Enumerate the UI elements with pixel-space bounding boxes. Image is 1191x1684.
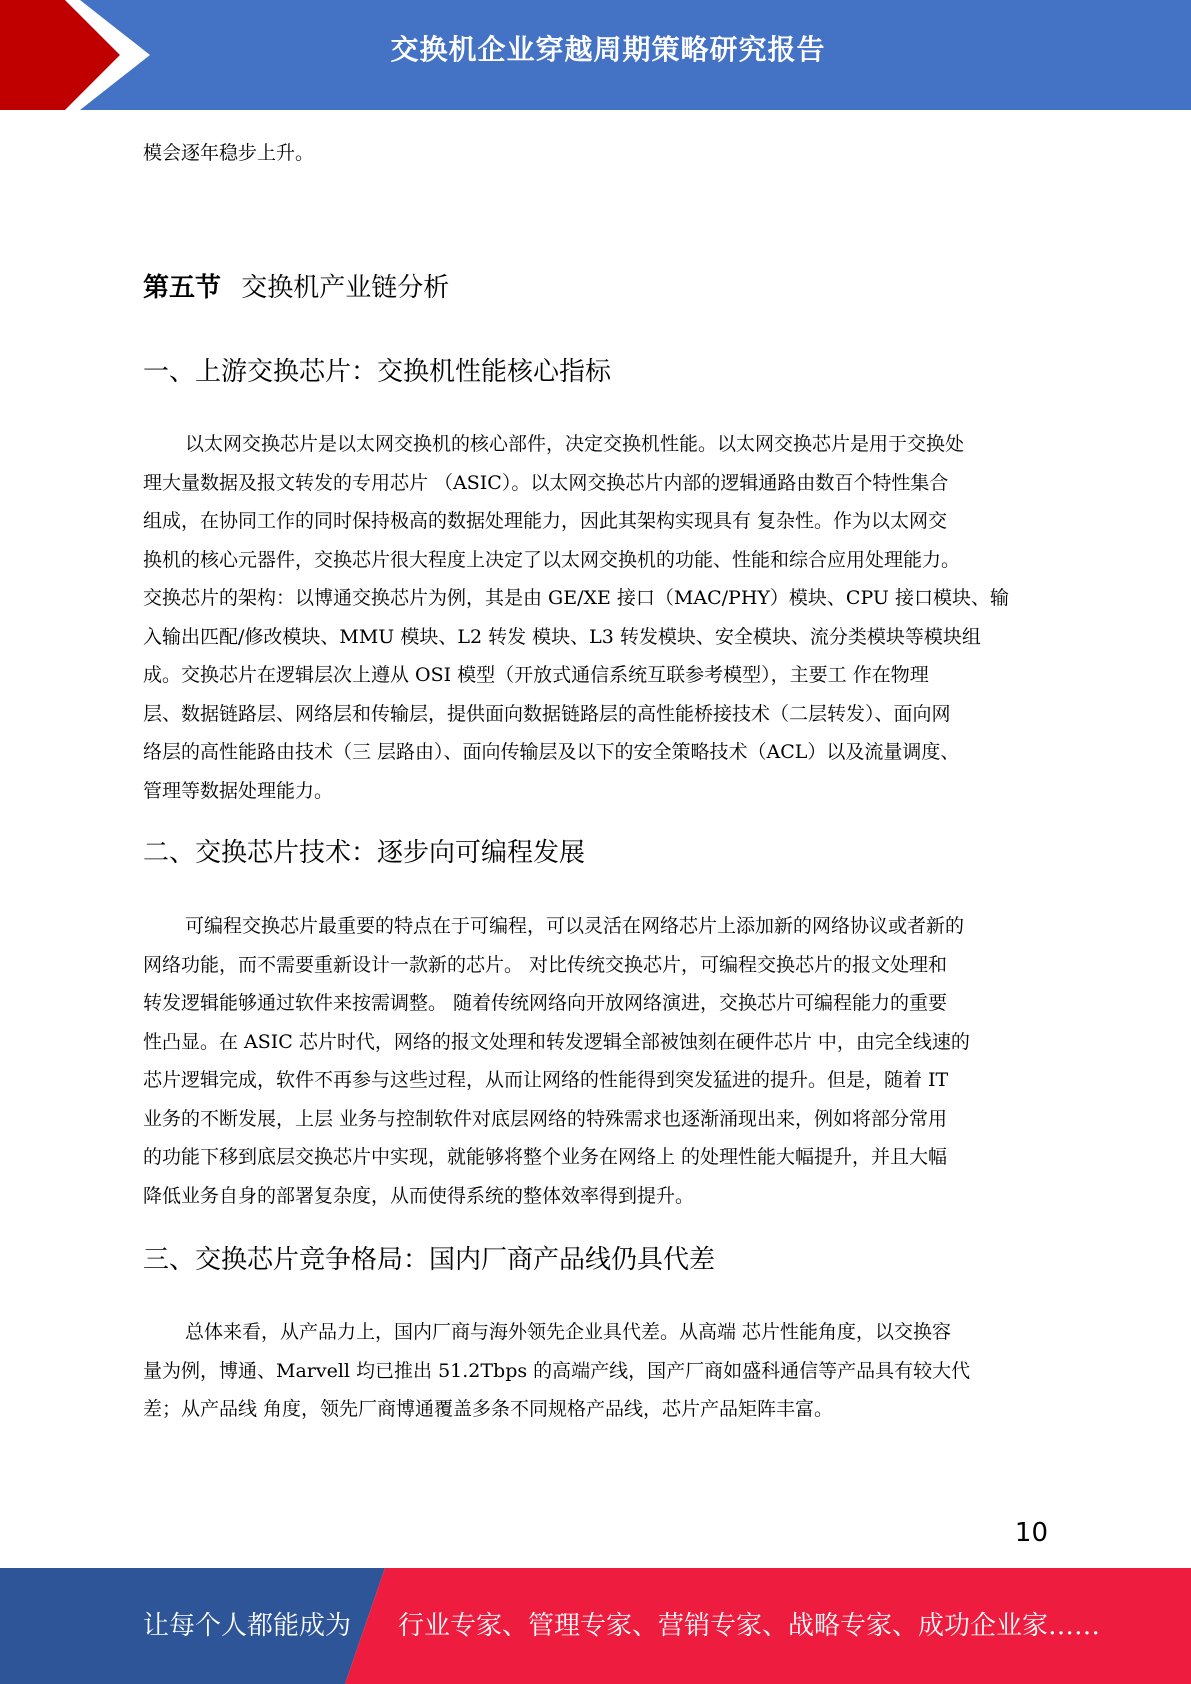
paragraph-line: 业务的不断发展，上层 业务与控制软件对底层网络的特殊需求也逐渐涌现出来，例如将部分常用 (143, 1107, 948, 1130)
subsection-paragraph-1 (143, 425, 1048, 810)
paragraph-line: 换机的核心元器件，交换芯片很大程度上决定了以太网交换机的功能、性能和综合应用处理能力。 (143, 548, 961, 571)
paragraph-line: 网络功能，而不需要重新设计一款新的芯片。 对比传统交换芯片，可编程交换芯片的报文处理和 (143, 953, 948, 976)
footer-slogan-right: 行业专家、管理专家、营销专家、战略专家、成功企业家…… (398, 1611, 1101, 1641)
subsection-paragraph-2 (143, 907, 1048, 1215)
subsection-heading-2: 二、交换芯片技术：逐步向可编程发展 (143, 838, 586, 868)
footer-slogan-left: 让每个人都能成为 (143, 1611, 352, 1641)
paragraph-line: 可编程交换芯片最重要的特点在于可编程，可以灵活在网络芯片上添加新的网络协议或者新的 (185, 915, 965, 937)
section-number: 第五节 (143, 273, 222, 303)
paragraph-line: 成。交换芯片在逻辑层次上遵从 OSI 模型（开放式通信系统互联参考模型），主要工 作在物理 (143, 664, 929, 686)
paragraph-line: 芯片逻辑完成，软件不再参与这些过程，从而让网络的性能得到突发猛进的提升。但是，随着 IT (143, 1069, 949, 1091)
section-heading (143, 270, 1048, 306)
paragraph-line: 总体来看，从产品力上，国内厂商与海外领先企业具代差。从高端 芯片性能角度，以交换容 (185, 1321, 952, 1343)
paragraph-line: 理大量数据及报文转发的专用芯片 （ASIC）。以太网交换芯片内部的逻辑通路由数百个特性集合 (143, 471, 949, 494)
section-title: 交换机产业链分析 (241, 273, 450, 303)
paragraph-line: 性凸显。在 ASIC 芯片时代，网络的报文处理和转发逻辑全部被蚀刻在硬件芯片 中，由完全线速的 (143, 1030, 970, 1053)
paragraph-line: 交换芯片的架构：以博通交换芯片为例，其是由 GE/XE 接口（MAC/PHY）模块、CPU 接口模块、输 (143, 587, 1009, 609)
top-fragment: 模会逐年稳步上升。 (143, 142, 315, 164)
paragraph-line: 以太网交换芯片是以太网交换机的核心部件，决定交换机性能。以太网交换芯片是用于交换处 (185, 433, 965, 455)
subsection-paragraph-3 (143, 1313, 1048, 1429)
paragraph-line: 组成，在协同工作的同时保持极高的数据处理能力，因此其架构实现具有 复杂性。作为以太网交 (143, 510, 948, 532)
subsection-heading-1: 一、上游交换芯片：交换机性能核心指标 (143, 357, 612, 387)
paragraph-line: 转发逻辑能够通过软件来按需调整。 随着传统网络向开放网络演进，交换芯片可编程能力的重要 (143, 992, 948, 1014)
paragraph-line: 入输出匹配/修改模块、MMU 模块、L2 转发 模块、L3 转发模块、安全模块、流分类模块等模块组 (143, 625, 981, 648)
paragraph-line: 络层的高性能路由技术（三 层路由）、面向传输层及以下的安全策略技术（ACL）以及流量调度、 (143, 741, 960, 763)
header-title: 交换机企业穿越周期策略研究报告 (390, 33, 826, 66)
page-number: 10 (1014, 1518, 1048, 1548)
paragraph-line: 差；从产品线 角度，领先厂商博通覆盖多条不同规格产品线，芯片产品矩阵丰富。 (143, 1398, 834, 1420)
subsection-heading-3: 三、交换芯片竞争格局：国内厂商产品线仍具代差 (143, 1245, 716, 1275)
paragraph-line: 层、数据链路层、网络层和传输层，提供面向数据链路层的高性能桥接技术（二层转发）、面向网 (143, 702, 951, 725)
page-header (0, 0, 1191, 110)
paragraph-line: 量为例，博通、Marvell 均已推出 51.2Tbps 的高端产线，国产厂商如盛科通信等产品具有较大代 (143, 1359, 971, 1382)
paragraph-line: 的功能下移到底层交换芯片中实现，就能够将整个业务在网络上 的处理性能大幅提升，并且大幅 (143, 1146, 948, 1168)
page-footer (0, 1568, 1191, 1684)
paragraph-line: 降低业务自身的部署复杂度，从而使得系统的整体效率得到提升。 (143, 1184, 695, 1207)
paragraph-line: 管理等数据处理能力。 (143, 779, 334, 802)
